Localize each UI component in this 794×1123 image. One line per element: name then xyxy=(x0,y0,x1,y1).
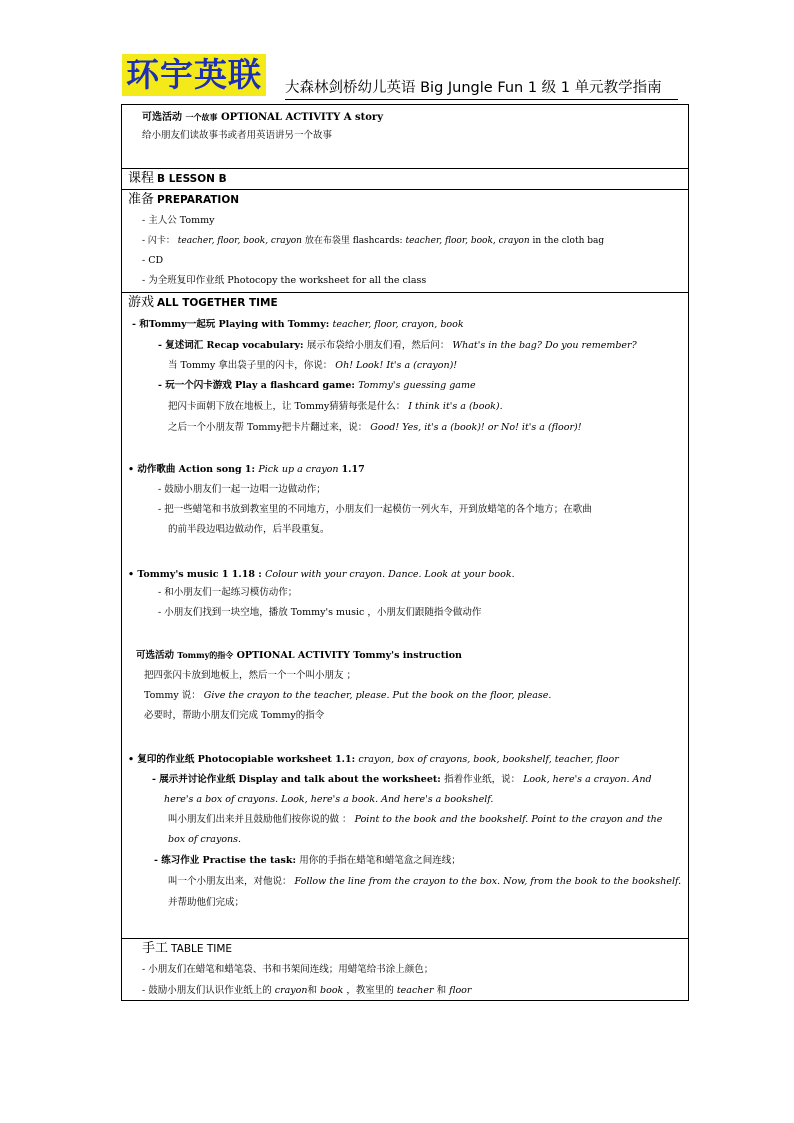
preparation-heading: 准备 PREPARATION xyxy=(128,192,240,207)
flashcard-game: - 玩一个闪卡游戏 Play a flashcard game: Tommy's guessing game xyxy=(158,380,476,391)
optional-story-row xyxy=(122,105,689,169)
lesson-row xyxy=(122,169,689,190)
display-worksheet-2: here's a box of crayons. Look, here's a book. And here's a bookshelf. xyxy=(164,794,494,805)
games-cell xyxy=(122,293,689,939)
craft-item-1: - 小朋友们在蜡笔和蜡笔袋、书和书架间连线；用蜡笔给书涂上颜色； xyxy=(142,964,434,975)
document-title: 大森林剑桥幼儿英语 Big Jungle Fun 1 级 1 单元教学指南 xyxy=(285,80,662,96)
craft-heading: 手工 TABLE TIME xyxy=(142,941,233,956)
song-step-2-cont: 的前半段边唱边做动作，后半段重复。 xyxy=(168,524,330,535)
optional-story-heading: 可选活动 一个故事 OPTIONAL ACTIVITY A story xyxy=(142,112,384,123)
prep-item-tommy: - 主人公 Tommy xyxy=(142,215,215,226)
craft-item-2: - 鼓励小朋友们认识作业纸上的 crayon和 book ，教室里的 teacher 和 floor xyxy=(142,985,472,996)
optional-instruction-2: Tommy 说： Give the crayon to the teacher, please. Put the book on the floor, please. xyxy=(144,690,552,701)
practise-task: - 练习作业 Practise the task: 用你的手指在蜡笔和蜡笔盒之间连线； xyxy=(154,855,461,866)
flashcard-line-3: 之后一个小朋友帮 Tommy把卡片翻过来，说： Good! Yes, it's a (book)! or No! it's a (floor)! xyxy=(168,422,582,433)
practise-task-3: 并帮助他们完成； xyxy=(168,897,245,908)
music-step-2: - 小朋友们找到一块空地，播放 Tommy's music ，小朋友们跟随指令做动作 xyxy=(158,607,482,618)
song-step-2: - 把一些蜡笔和书放到教室里的不同地方，小朋友们一起模仿一列火车，开到放蜡笔的各个地方；在歌曲 xyxy=(158,504,592,515)
worksheet-heading: • 复印的作业纸 Photocopiable worksheet 1.1: crayon, box of crayons, book, bookshelf, teacher, floor xyxy=(128,754,619,765)
optional-instruction-heading: 可选活动 Tommy的指令 OPTIONAL ACTIVITY Tommy's instruction xyxy=(136,650,462,661)
optional-instruction-1: 把四张闪卡放到地板上，然后一个一个叫小朋友 ； xyxy=(144,670,357,681)
practise-task-2: 叫一个小朋友出来，对他说： Follow the line from the crayon to the box. Now, from the book to the bookshelf. xyxy=(168,876,682,887)
brand-logo: 环宇英联 xyxy=(122,54,266,96)
music-step-1: - 和小朋友们一起练习模仿动作； xyxy=(158,587,298,598)
lesson-label: 课程 B LESSON B xyxy=(128,171,227,186)
display-worksheet-4: box of crayons. xyxy=(168,834,242,845)
action-song: • 动作歌曲 Action song 1: Pick up a crayon 1.17 xyxy=(128,464,365,475)
prep-item-flashcards: - 闪卡： teacher, floor, book, crayon 放在布袋里 flashcards: teacher, floor, book, crayon in the cloth bag xyxy=(142,236,605,246)
craft-row xyxy=(122,939,689,1001)
prep-item-photocopy: - 为全班复印作业纸 Photocopy the worksheet for all the class xyxy=(142,275,427,286)
optional-story-cell xyxy=(122,105,689,169)
display-worksheet: - 展示并讨论作业纸 Display and talk about the worksheet: 指着作业纸，说： Look, here's a crayon. And xyxy=(152,774,652,785)
playing-with-tommy: - 和Tommy一起玩 Playing with Tommy: teacher, floor, crayon, book xyxy=(132,319,464,330)
preparation-row xyxy=(122,190,689,293)
lesson-cell xyxy=(122,169,689,190)
optional-instruction-3: 必要时，帮助小朋友们完成 Tommy的指令 xyxy=(144,710,325,721)
games-heading: 游戏 ALL TOGETHER TIME xyxy=(128,295,278,310)
recap-vocabulary: - 复述词汇 Recap vocabulary: 展示布袋给小朋友们看，然后问： What's in the bag? Do you remember? xyxy=(158,340,637,351)
display-worksheet-3: 叫小朋友们出来并且鼓励他们按你说的做 ： Point to the book and the bookshelf. Point to the crayon and the xyxy=(168,814,663,825)
lesson-plan-table xyxy=(121,104,689,1001)
prep-item-cd: - CD xyxy=(142,255,164,266)
games-row xyxy=(122,293,689,939)
recap-line-2: 当 Tommy 拿出袋子里的闪卡，你说： Oh! Look! It's a (crayon)! xyxy=(168,360,458,371)
tommys-music: • Tommy's music 1 1.18 : Colour with your crayon. Dance. Look at your book. xyxy=(128,569,515,580)
craft-cell xyxy=(122,939,689,1001)
preparation-cell xyxy=(122,190,689,293)
optional-story-body: 给小朋友们读故事书或者用英语讲另一个故事 xyxy=(142,130,333,141)
flashcard-line-2: 把闪卡面朝下放在地板上，让 Tommy猜猜每张是什么： I think it's a (book). xyxy=(168,401,503,412)
page-header xyxy=(122,52,682,104)
header-rule xyxy=(285,99,678,100)
song-step-1: - 鼓励小朋友们一起一边唱一边做动作； xyxy=(158,484,326,495)
